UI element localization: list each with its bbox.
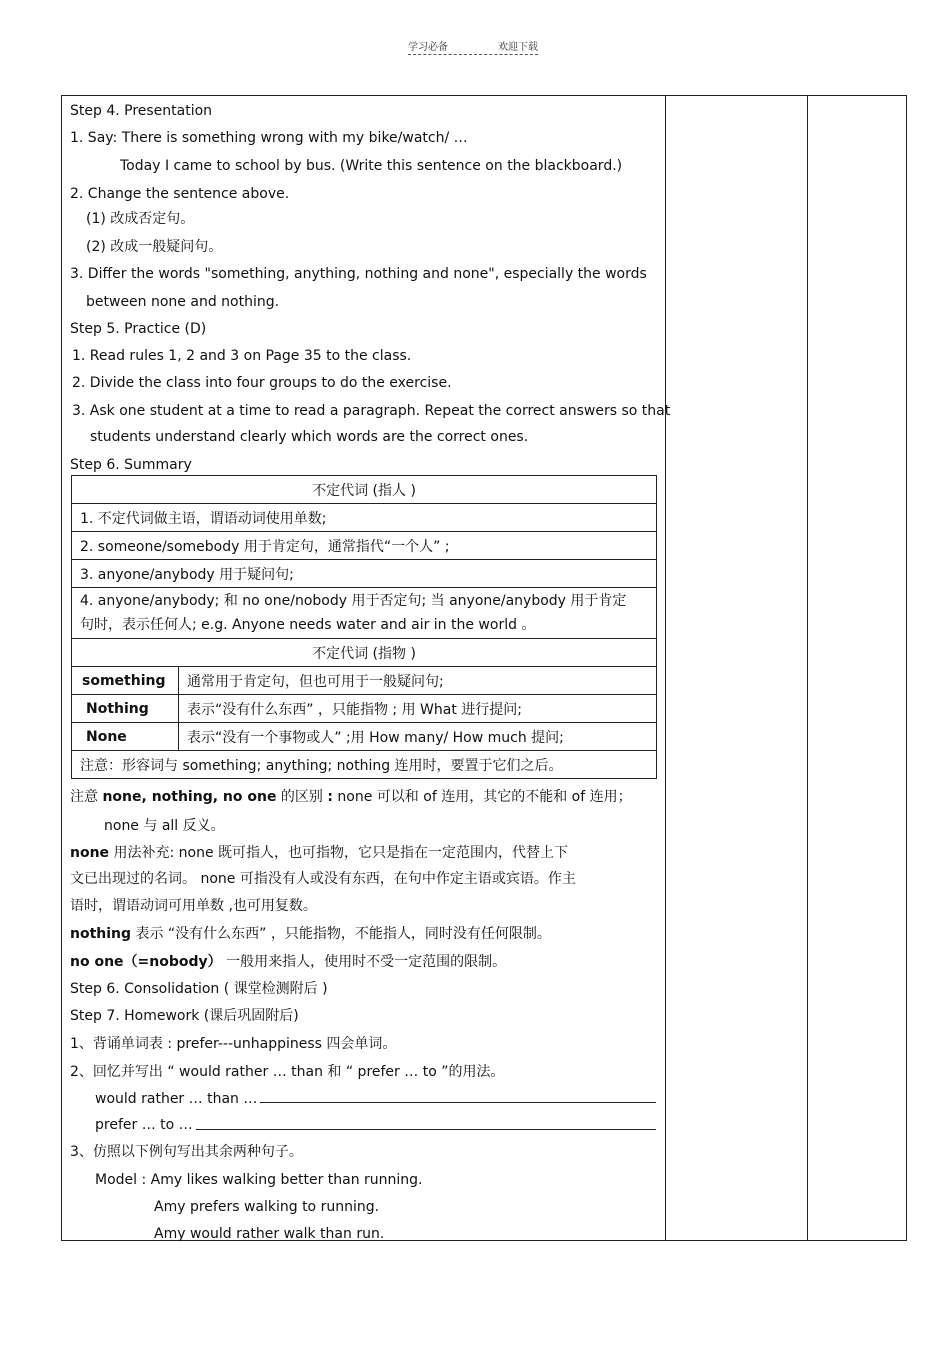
homework-2: 2、回忆并写出 “ would rather … than 和 “ prefer … to ”的用法。 [70, 1064, 505, 1080]
step5-item-3: 3. Ask one student at a time to read a paragraph. Repeat the correct answers so that [72, 403, 671, 419]
person-row-2: 2. someone/somebody 用于肯定句，通常指代“一个人” ; [72, 532, 657, 560]
person-row-1: 1. 不定代词做主语，谓语动词使用单数; [72, 504, 657, 532]
thing-desc-something: 通常用于肯定句，但也可用于一般疑问句; [179, 667, 657, 695]
model-sentence-1: Model : Amy likes walking better than running. [95, 1172, 423, 1188]
homework-3: 3、仿照以下例句写出其余两种句子。 [70, 1144, 303, 1160]
note-terms: none, nothing, no one [102, 789, 277, 805]
note-none-term: none [70, 845, 110, 861]
table-row [72, 532, 657, 560]
table-row [72, 476, 657, 504]
note-nothing [70, 925, 551, 943]
table-row [72, 504, 657, 532]
thing-note: 注意：形容词与 something; anything; nothing 连用时，要置于它们之后。 [72, 751, 657, 779]
person-row-4 [72, 588, 657, 639]
header-left: 学习必备 [408, 42, 448, 53]
header-right: 欢迎下载 [498, 42, 538, 53]
note-nothing-term: nothing [70, 926, 132, 942]
step7-homework: Step 7. Homework (课后巩固附后) [70, 1008, 299, 1024]
homework-1: 1、背诵单词表 : prefer---unhappiness 四会单词。 [70, 1036, 397, 1052]
note-none-2: 文已出现过的名词。 none 可指没有人或没有东西，在句中作定主语或宾语。作主 [70, 871, 576, 887]
note-none [70, 844, 568, 862]
note-mid: 的区别 [276, 789, 328, 805]
step4-item-1b: Today I came to school by bus. (Write this sentence on the blackboard.) [120, 158, 623, 174]
step4-item-3: 3. Differ the words "something, anything, nothing and none", especially the words [70, 266, 647, 282]
thing-desc-nothing: 表示“没有什么东西” ，只能指物 ; 用 What 进行提问; [179, 695, 657, 723]
step4-item-2a: (1) 改成否定句。 [86, 211, 195, 227]
note-colon: : [327, 789, 333, 805]
lesson-table [61, 95, 907, 1241]
blank-line-1 [260, 1102, 656, 1103]
note-rest: none 可以和 of 连用，其它的不能和 of 连用； [332, 789, 632, 805]
note-none-text: 用法补充: none 既可指人，也可指物，它只是指在一定范围内，代替上下 [109, 845, 569, 861]
step5-item-2: 2. Divide the class into four groups to do the exercise. [72, 375, 452, 391]
note-difference [70, 788, 632, 806]
note-noone-text: 一般用来指人，使用时不受一定范围的限制。 [221, 954, 507, 970]
blank-line-2 [196, 1129, 656, 1130]
note-noone-term: no one（=nobody） [70, 954, 222, 970]
step4-item-3b: between none and nothing. [86, 294, 280, 310]
model-sentence-2: Amy prefers walking to running. [154, 1199, 380, 1215]
step5-item-1: 1. Read rules 1, 2 and 3 on Page 35 to the class. [72, 348, 412, 364]
thing-word-nothing: Nothing [72, 695, 179, 723]
homework-2a: would rather … than … [95, 1091, 258, 1107]
step5-item-3b: students understand clearly which words are the correct ones. [90, 429, 529, 445]
step4-item-1: 1. Say: There is something wrong with my bike/watch/ … [70, 130, 468, 146]
person-header: 不定代词 (指人 ) [72, 476, 657, 504]
table-row [72, 667, 657, 695]
step5-heading: Step 5. Practice (D) [70, 321, 207, 337]
summary-table [71, 475, 657, 779]
thing-word-something: something [72, 667, 179, 695]
thing-header: 不定代词 (指物 ) [72, 639, 657, 667]
note-difference-2: none 与 all 反义。 [104, 818, 225, 834]
step6-heading: Step 6. Summary [70, 457, 192, 473]
note-none-3: 语时，谓语动词可用单数 ,也可用复数。 [70, 898, 317, 914]
person-row-3: 3. anyone/anybody 用于疑问句; [72, 560, 657, 588]
header-divider [408, 54, 538, 55]
step4-item-2: 2. Change the sentence above. [70, 186, 290, 202]
table-row [72, 560, 657, 588]
thing-word-none: None [72, 723, 179, 751]
step4-heading: Step 4. Presentation [70, 103, 213, 119]
person-row-4-line-2: 句时，表示任何人; e.g. Anyone needs water and air in the world 。 [80, 617, 536, 633]
step4-item-2b: (2) 改成一般疑问句。 [86, 239, 223, 255]
column-divider-1 [665, 96, 666, 1240]
table-row [72, 723, 657, 751]
person-row-4-line-1: 4. anyone/anybody; 和 no one/nobody 用于否定句; 当 anyone/anybody 用于肯定 [80, 593, 627, 609]
note-label: 注意 [70, 789, 103, 805]
table-row [72, 588, 657, 639]
table-row [72, 695, 657, 723]
note-nothing-text: 表示 “没有什么东西” ，只能指物，不能指人，同时没有任何限制。 [131, 926, 551, 942]
table-row [72, 751, 657, 779]
homework-2b: prefer … to … [95, 1117, 193, 1133]
thing-desc-none: 表示“没有一个事物或人” ;用 How many/ How much 提问; [179, 723, 657, 751]
model-sentence-3: Amy would rather walk than run. [154, 1226, 385, 1242]
column-divider-2 [807, 96, 808, 1240]
table-row [72, 639, 657, 667]
note-noone [70, 953, 506, 971]
step6-consolidation: Step 6. Consolidation ( 课堂检测附后 ) [70, 981, 328, 997]
